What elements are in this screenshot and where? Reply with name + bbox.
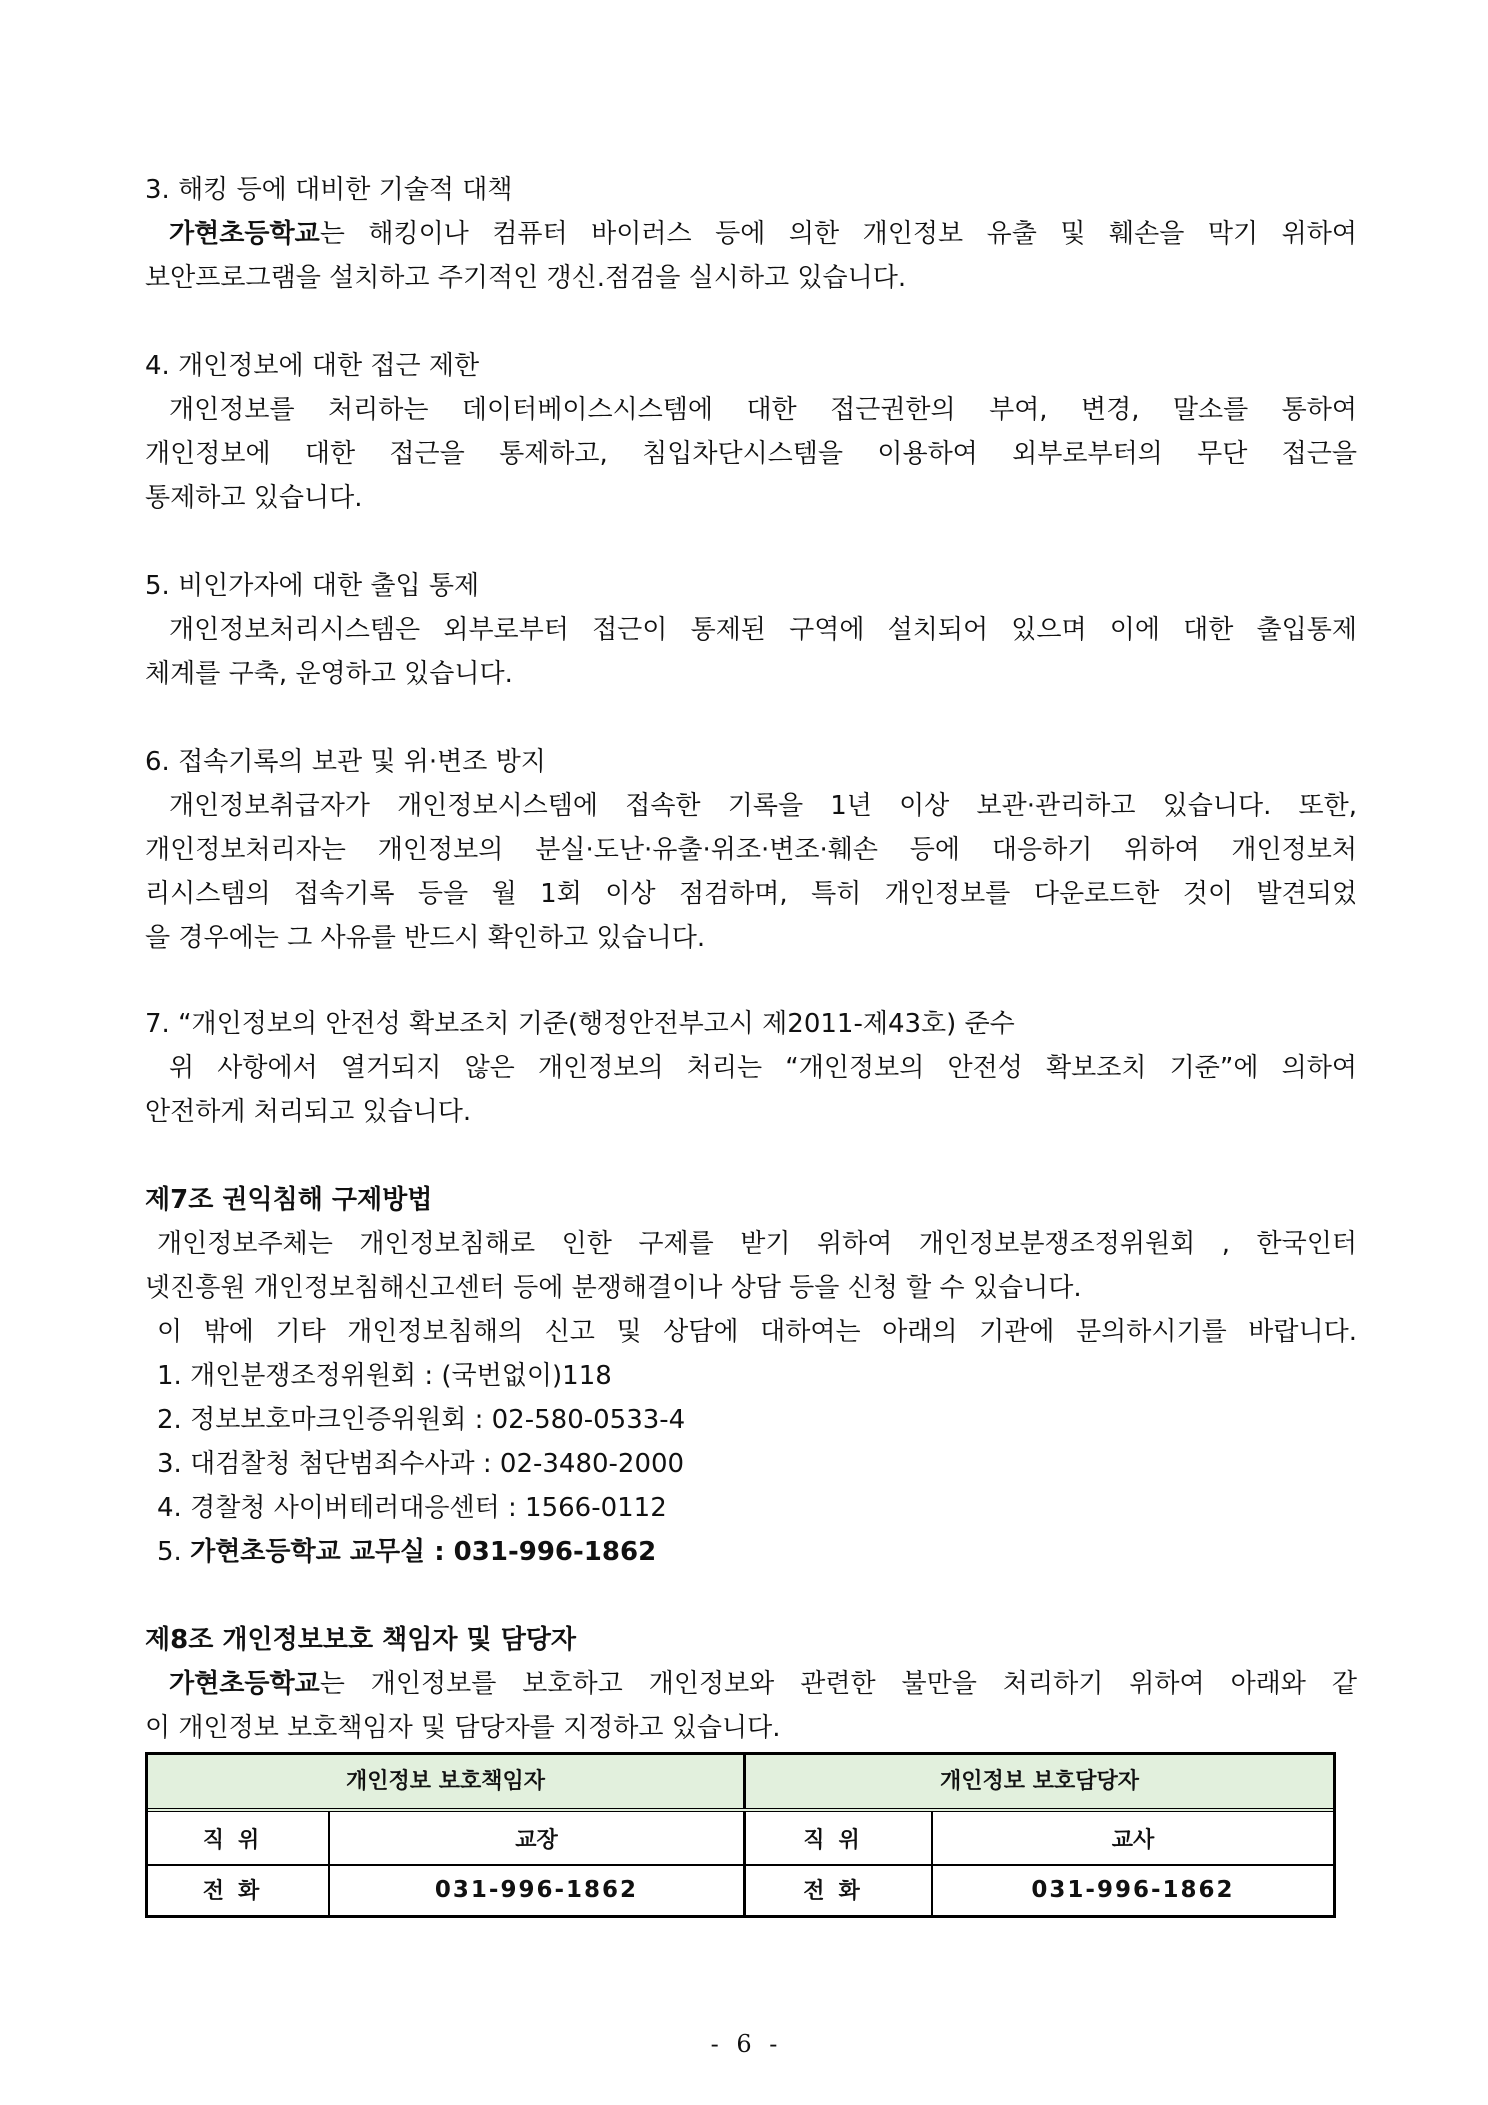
value-position-principal: 교장	[330, 1812, 746, 1864]
section-5-heading: 5. 비인가자에 대한 출입 통제	[145, 571, 480, 601]
header-officer-in-charge: 개인정보 보호담당자	[940, 1769, 1139, 1794]
contact-number: 3.	[157, 1449, 182, 1479]
contact-text: 대검찰청 첨단범죄수사과 : 02-3480-2000	[190, 1449, 685, 1479]
section-6-line-4: 을 경우에는 그 사유를 반드시 확인하고 있습니다.	[145, 923, 706, 953]
value-phone-responsible: 031-996-1862	[330, 1864, 746, 1915]
article-7-line-2: 넷진흥원 개인정보침해신고센터 등에 분쟁해결이나 상담 등을 신청 할 수 있습니다.	[145, 1273, 1082, 1303]
section-6-line-1: 개인정보취급자가 개인정보시스템에 접속한 기록을 1년 이상 보관·관리하고 있습니다. 또한,	[169, 791, 1357, 821]
contact-text: 정보보호마크인증위원회 : 02-580-0533-4	[190, 1405, 686, 1435]
label-position: 직위	[746, 1812, 933, 1864]
label-phone: 전화	[746, 1864, 933, 1915]
section-4-heading: 4. 개인정보에 대한 접근 제한	[145, 351, 480, 381]
contact-text: 경찰청 사이버테러대응센터 : 1566-0112	[190, 1493, 667, 1523]
section-6-line-3: 리시스템의 접속기록 등을 월 1회 이상 점검하며, 특히 개인정보를 다운로드한 것이 발견되었	[145, 879, 1357, 909]
section-3-line-1-text: 는 해킹이나 컴퓨터 바이러스 등에 의한 개인정보 유출 및 훼손을 막기 위하여	[319, 219, 1357, 249]
table-row	[148, 1864, 1333, 1915]
section-6-heading: 6. 접속기록의 보관 및 위·변조 방지	[145, 747, 546, 777]
article-8-title: 제8조 개인정보보호 책임자 및 담당자	[145, 1625, 577, 1655]
contact-number: 5.	[157, 1537, 182, 1567]
contact-item	[145, 1398, 1357, 1442]
article-7-line-1: 개인정보주체는 개인정보침해로 인한 구제를 받기 위하여 개인정보분쟁조정위원회 , 한국인터	[157, 1229, 1357, 1259]
contact-number: 4.	[157, 1493, 182, 1523]
table-row	[148, 1812, 1333, 1866]
section-4-line-1: 개인정보를 처리하는 데이터베이스시스템에 대한 접근권한의 부여, 변경, 말소를 통하여	[169, 395, 1357, 425]
article-8-line-1-text: 는 개인정보를 보호하고 개인정보와 관련한 불만을 처리하기 위하여 아래와 같	[319, 1669, 1357, 1699]
value-phone-in-charge: 031-996-1862	[1031, 1876, 1235, 1903]
label-phone: 전화	[148, 1864, 330, 1915]
section-4-line-2: 개인정보에 대한 접근을 통제하고, 침입차단시스템을 이용하여 외부로부터의 무단 접근을	[145, 439, 1357, 469]
section-4-line-3: 통제하고 있습니다.	[145, 483, 363, 513]
article-7-line-3: 이 밖에 기타 개인정보침해의 신고 및 상담에 대하여는 아래의 기관에 문의하시기를 바랍니다.	[157, 1317, 1357, 1347]
school-name: 가현초등학교	[169, 1669, 320, 1699]
table-header	[148, 1755, 1333, 1812]
section-7-line-2: 안전하게 처리되고 있습니다.	[145, 1097, 472, 1127]
section-7-line-1: 위 사항에서 열거되지 않은 개인정보의 처리는 “개인정보의 안전성 확보조치 기준”에 의하여	[169, 1053, 1357, 1083]
contact-text: 가현초등학교 교무실 : 031-996-1862	[190, 1537, 657, 1567]
school-name: 가현초등학교	[169, 219, 320, 249]
section-5-line-2: 체계를 구축, 운영하고 있습니다.	[145, 659, 513, 689]
section-3-line-1	[145, 212, 1357, 256]
header-responsible-officer: 개인정보 보호책임자	[148, 1755, 746, 1808]
contact-item-school	[145, 1530, 1357, 1574]
article-8-line-2: 이 개인정보 보호책임자 및 담당자를 지정하고 있습니다.	[145, 1713, 781, 1743]
page-number: - 6 -	[710, 2030, 778, 2058]
contact-item	[145, 1486, 1357, 1530]
contact-text: 개인분쟁조정위원회 : (국번없이)118	[190, 1361, 612, 1391]
contact-number: 2.	[157, 1405, 182, 1435]
section-3-heading: 3. 해킹 등에 대비한 기술적 대책	[145, 175, 513, 205]
value-position-teacher: 교사	[1111, 1827, 1155, 1853]
privacy-officer-table	[145, 1752, 1336, 1918]
section-6-line-2: 개인정보처리자는 개인정보의 분실·도난·유출·위조·변조·훼손 등에 대응하기 위하여 개인정보처	[145, 835, 1357, 865]
article-7-title: 제7조 권익침해 구제방법	[145, 1185, 433, 1215]
contact-item	[145, 1442, 1357, 1486]
contact-item	[145, 1354, 1357, 1398]
article-8-line-1	[145, 1662, 1357, 1706]
section-5-line-1: 개인정보처리시스템은 외부로부터 접근이 통제된 구역에 설치되어 있으며 이에 대한 출입통제	[169, 615, 1357, 645]
section-7-heading: 7. “개인정보의 안전성 확보조치 기준(행정안전부고시 제2011-제43호) 준수	[145, 1009, 1015, 1039]
label-position: 직위	[148, 1812, 330, 1864]
contact-number: 1.	[157, 1361, 182, 1391]
section-3-line-2: 보안프로그램을 설치하고 주기적인 갱신.점검을 실시하고 있습니다.	[145, 263, 907, 293]
